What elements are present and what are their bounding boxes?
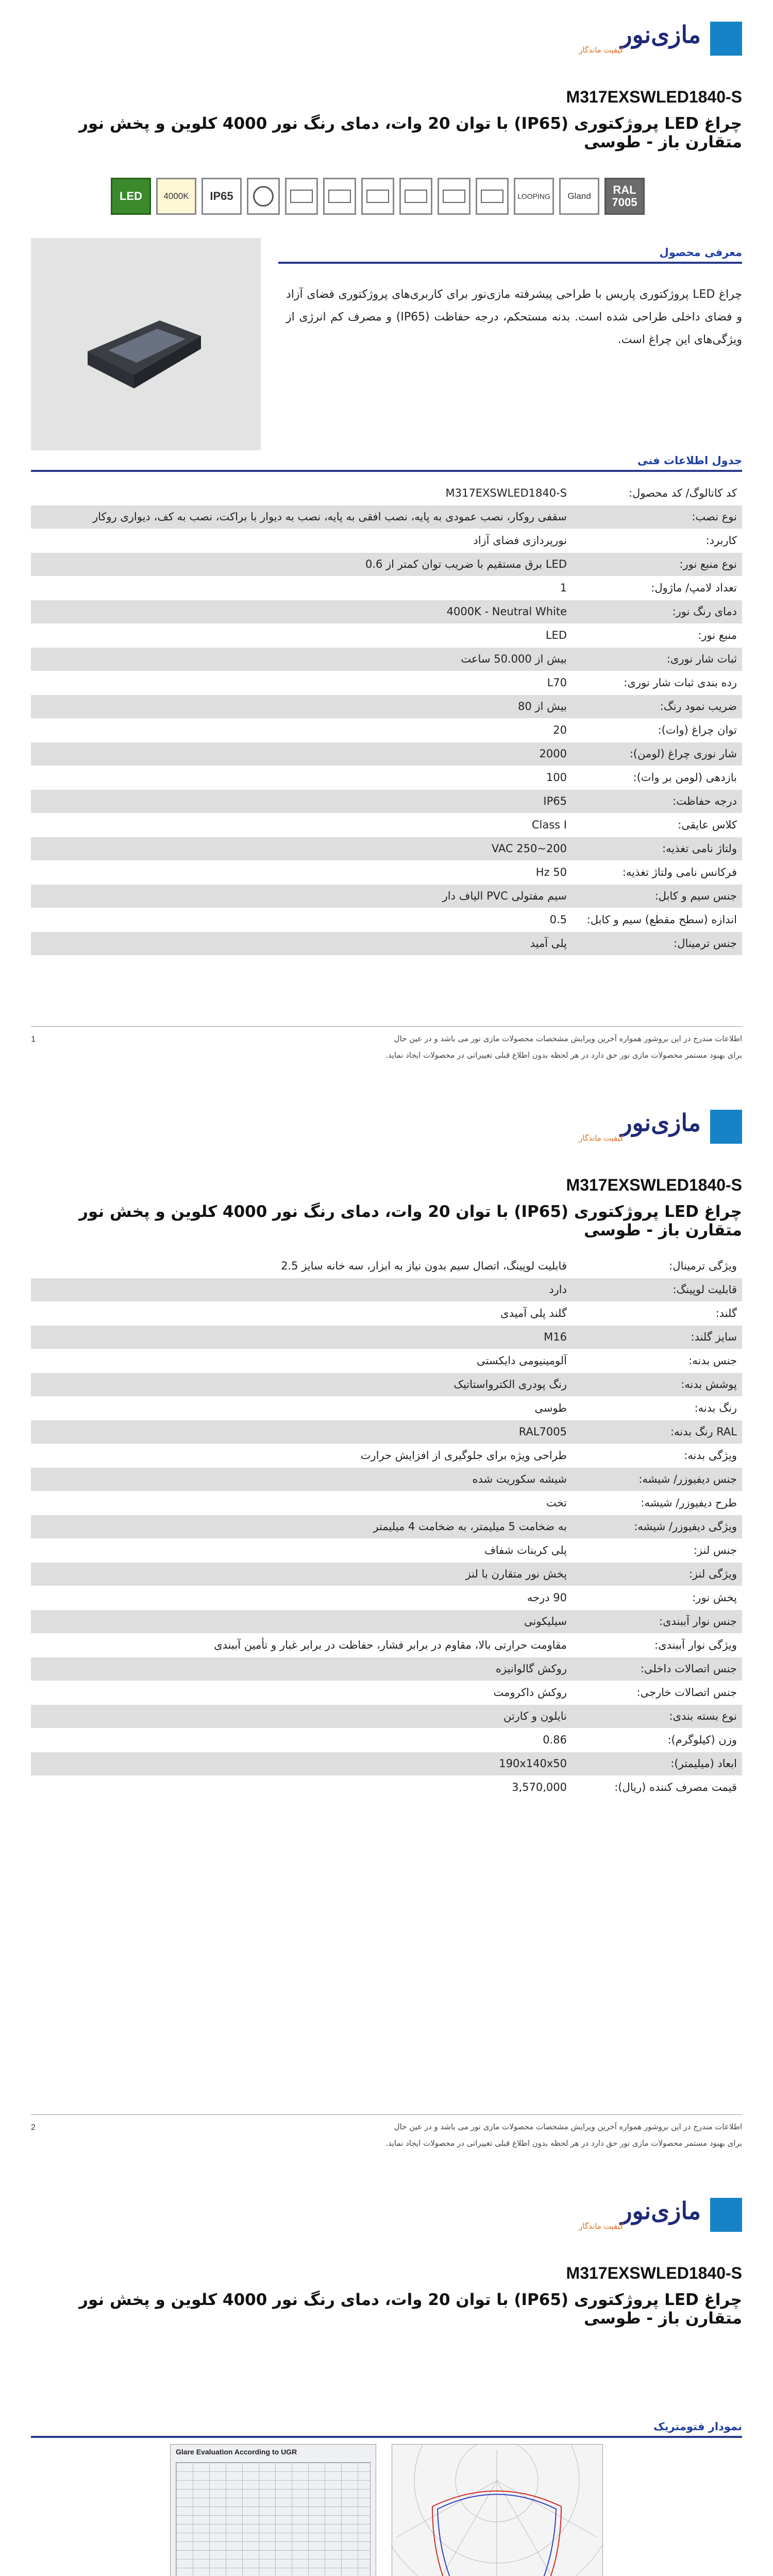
spec-value: M16 <box>31 1325 572 1349</box>
spec-value: آلومینیومی دایکستی <box>31 1349 572 1372</box>
spec-row <box>31 1752 742 1775</box>
spec-value: 1 <box>31 576 572 600</box>
spec-value: L70 <box>31 671 572 694</box>
header <box>31 2197 742 2233</box>
header <box>31 21 742 57</box>
spec-key: گلند: <box>572 1301 742 1325</box>
product-title: چراغ LED پروژکتوری (IP65) با توان 20 وات، دمای رنگ نور 4000 کلوین و پخش نور متقارن باز - طوسی <box>79 114 742 151</box>
spec-value: 0.86 <box>31 1728 572 1752</box>
page-number: 1 <box>31 1035 36 1044</box>
spec-row <box>31 647 742 671</box>
spec-value: M317EXSWLED1840-S <box>31 481 572 505</box>
spec-row <box>31 552 742 576</box>
spec-key: جنس بدنه: <box>572 1349 742 1372</box>
spec-value: پلی آمید <box>31 931 572 955</box>
spec-row <box>31 623 742 647</box>
mounting-icon-5 <box>438 178 470 215</box>
brand-tagline: کیفیت ماندگار <box>579 2222 624 2231</box>
spec-row <box>31 837 742 860</box>
product-title: چراغ LED پروژکتوری (IP65) با توان 20 وات، دمای رنگ نور 4000 کلوین و پخش نور متقارن باز - طوسی <box>79 1202 742 1240</box>
spec-value: LED برق مستقیم با ضریب توان کمتر از 0.6 <box>31 552 572 576</box>
spec-key: سایز گلند: <box>572 1325 742 1349</box>
spec-row <box>31 1444 742 1467</box>
product-photo <box>31 238 261 450</box>
spec-row <box>31 1633 742 1657</box>
color-temp-badge: 4000K <box>156 178 196 215</box>
spec-value: 20 <box>31 718 572 742</box>
spec-value: نایلون و کارتن <box>31 1704 572 1728</box>
product-code: M317EXSWLED1840-S <box>566 88 742 106</box>
section-photometric-title: نمودار فتومتریک <box>653 2420 742 2433</box>
spec-key: منبع نور: <box>572 623 742 647</box>
footer-note-1: اطلاعات مندرج در این بروشور همواره آخرین ویرایش مشخصات محصولات مازی نور می باشد و در عین حال <box>394 1034 742 1043</box>
spec-key: شار نوری چراغ (لومن): <box>572 742 742 766</box>
spec-row <box>31 529 742 552</box>
logo-mark-icon <box>710 22 742 56</box>
spec-row <box>31 505 742 529</box>
spec-key: طرح دیفیوزر/ شیشه: <box>572 1491 742 1515</box>
spec-key: وزن (کیلوگرم): <box>572 1728 742 1752</box>
spec-value: مقاومت حرارتی بالا، مقاوم در برابر فشار، حفاظت در برابر غبار و تأمین آببندی <box>31 1633 572 1657</box>
mounting-icon-1 <box>285 178 318 215</box>
spec-key: کاربرد: <box>572 529 742 552</box>
ip-rating-badge: IP65 <box>201 178 242 215</box>
spec-value: Class I <box>31 813 572 837</box>
footer <box>31 2114 742 2161</box>
class-i-earth-icon <box>247 178 280 215</box>
led-badge: LED <box>111 178 151 215</box>
product-title: چراغ LED پروژکتوری (IP65) با توان 20 وات، دمای رنگ نور 4000 کلوین و پخش نور متقارن باز - طوسی <box>79 2291 742 2328</box>
header <box>31 1109 742 1145</box>
spec-value: گلند پلی آمیدی <box>31 1301 572 1325</box>
spec-value: Hz 50 <box>31 860 572 884</box>
spec-row <box>31 1609 742 1633</box>
spec-value: 90 درجه <box>31 1586 572 1609</box>
page-2 <box>0 1088 773 2176</box>
brand-tagline: کیفیت ماندگار <box>579 1133 624 1143</box>
footer-note-1: اطلاعات مندرج در این بروشور همواره آخرین ویرایش مشخصات محصولات مازی نور می باشد و در عین حال <box>394 2122 742 2131</box>
spec-row <box>31 1372 742 1396</box>
spec-key: RAL رنگ بدنه: <box>572 1420 742 1444</box>
brand-tagline: کیفیت ماندگار <box>579 45 624 55</box>
spec-value: روکش داکرومت <box>31 1681 572 1704</box>
brand-name: مازی‌نور <box>620 21 701 48</box>
spec-key: نوع بسته بندی: <box>572 1704 742 1728</box>
spec-key: نوع نصب: <box>572 505 742 529</box>
spec-key: پوشش بدنه: <box>572 1372 742 1396</box>
spec-value: به ضخامت 5 میلیمتر، به ضخامت 4 میلیمتر <box>31 1515 572 1538</box>
spec-value: VAC 250~200 <box>31 837 572 860</box>
spec-row <box>31 1775 742 1799</box>
spec-row <box>31 1491 742 1515</box>
section-intro <box>278 246 742 264</box>
spec-value: روکش گالوانیزه <box>31 1657 572 1681</box>
spec-value: قابلیت لوپینگ، اتصال سیم بدون نیاز به ابزار، سه خانه سایز 2.5 <box>31 1254 572 1278</box>
spec-value: تخت <box>31 1491 572 1515</box>
spec-row <box>31 576 742 600</box>
spec-row <box>31 1657 742 1681</box>
spec-row <box>31 1301 742 1325</box>
spec-key: قیمت مصرف کننده (ریال): <box>572 1775 742 1799</box>
spec-key: دمای رنگ نور: <box>572 600 742 623</box>
spec-row <box>31 1562 742 1586</box>
spec-key: جنس ترمینال: <box>572 931 742 955</box>
spec-value: سقفی روکار، نصب عمودی به پایه، نصب افقی به پایه، نصب به دیوار با براکت، نصب به کف، دیواری روکار <box>31 505 572 529</box>
spec-row <box>31 1325 742 1349</box>
spec-value: بیش از 50.000 ساعت <box>31 647 572 671</box>
ral-badge: RAL 7005 <box>604 178 645 215</box>
mounting-icon-3 <box>361 178 394 215</box>
spec-table-2 <box>31 1254 742 1800</box>
spec-row <box>31 813 742 837</box>
spec-value: شیشه سکوریت شده <box>31 1467 572 1491</box>
spec-key: بازدهی (لومن بر وات): <box>572 766 742 789</box>
spec-key: ابعاد (میلیمتر): <box>572 1752 742 1775</box>
page-3 <box>0 2176 773 2576</box>
footer-note-2: برای بهبود مستمر محصولات مازی نور حق دارد در هر لحظه بدون اطلاع قبلی تغییراتی در محصولات ایجاد نماید. <box>385 2139 742 2148</box>
section-intro-title: معرفی محصول <box>659 246 742 259</box>
spec-row <box>31 1728 742 1752</box>
section-photometric <box>31 2420 742 2438</box>
spec-row <box>31 1254 742 1278</box>
spec-row <box>31 1704 742 1728</box>
spec-key: قابلیت لوپینگ: <box>572 1278 742 1301</box>
spec-key: کد کاتالوگ/ کد محصول: <box>572 481 742 505</box>
spec-value: IP65 <box>31 789 572 813</box>
spec-key: جنس دیفیوزر/ شیشه: <box>572 1467 742 1491</box>
spec-value: نورپردازی فضای آزاد <box>31 529 572 552</box>
spec-value: پخش نور متقارن با لنز <box>31 1562 572 1586</box>
spec-key: ولتاژ نامی تغذیه: <box>572 837 742 860</box>
spec-row <box>31 1349 742 1372</box>
spec-key: ویژگی نوار آببندی: <box>572 1633 742 1657</box>
mounting-icon-6 <box>476 178 509 215</box>
brand-name: مازی‌نور <box>620 1109 701 1137</box>
product-code: M317EXSWLED1840-S <box>566 1176 742 1194</box>
spec-key: جنس سیم و کابل: <box>572 884 742 908</box>
spec-key: فرکانس نامی ولتاژ تغذیه: <box>572 860 742 884</box>
spec-key: ویژگی بدنه: <box>572 1444 742 1467</box>
spec-value: طراحی ویژه برای جلوگیری از افزایش حرارت <box>31 1444 572 1467</box>
feature-icons <box>111 176 742 216</box>
spec-row <box>31 1420 742 1444</box>
spec-table-1 <box>31 481 742 956</box>
spec-value: سیلیکونی <box>31 1609 572 1633</box>
product-code: M317EXSWLED1840-S <box>566 2264 742 2282</box>
spec-row <box>31 908 742 931</box>
spec-row <box>31 860 742 884</box>
spec-key: جنس نوار آببندی: <box>572 1609 742 1633</box>
mounting-icon-2 <box>323 178 356 215</box>
spec-value: پلی کربنات شفاف <box>31 1538 572 1562</box>
footer <box>31 1026 742 1073</box>
spec-value: 190x140x50 <box>31 1752 572 1775</box>
brand-logo <box>579 1109 742 1145</box>
logo-mark-icon <box>710 2198 742 2232</box>
spec-row <box>31 694 742 718</box>
spec-row <box>31 1586 742 1609</box>
spec-row <box>31 789 742 813</box>
spec-key: ویژگی دیفیوزر/ شیشه: <box>572 1515 742 1538</box>
brand-name: مازی‌نور <box>620 2197 701 2225</box>
spec-value: طوسی <box>31 1396 572 1420</box>
spec-row <box>31 884 742 908</box>
spec-key: جنس اتصالات داخلی: <box>572 1657 742 1681</box>
spec-value: دارد <box>31 1278 572 1301</box>
spec-row <box>31 742 742 766</box>
brand-logo <box>579 2197 742 2233</box>
spec-row <box>31 481 742 505</box>
spec-value: سیم مفتولی PVC الیاف دار <box>31 884 572 908</box>
spec-value: 3,570,000 <box>31 1775 572 1799</box>
looping-badge: LOOPING <box>514 178 554 215</box>
section-spec-title: جدول اطلاعات فنی <box>637 454 742 467</box>
spec-key: ثبات شار نوری: <box>572 647 742 671</box>
spec-key: ویژگی ترمینال: <box>572 1254 742 1278</box>
spec-row <box>31 1278 742 1301</box>
page-number: 2 <box>31 2123 36 2132</box>
spec-key: رنگ بدنه: <box>572 1396 742 1420</box>
spec-value: 4000K - Neutral White <box>31 600 572 623</box>
spec-key: کلاس عایقی: <box>572 813 742 837</box>
spec-row <box>31 766 742 789</box>
glare-table-title: Glare Evaluation According to UGR <box>176 2448 297 2456</box>
spec-row <box>31 1467 742 1491</box>
spec-key: ضریب نمود رنگ: <box>572 694 742 718</box>
footer-note-2: برای بهبود مستمر محصولات مازی نور حق دارد در هر لحظه بدون اطلاع قبلی تغییراتی در محصولات ایجاد نماید. <box>385 1050 742 1060</box>
polar-diagram <box>392 2444 603 2576</box>
spec-value: رنگ پودری الکترواستاتیک <box>31 1372 572 1396</box>
spec-key: درجه حفاظت: <box>572 789 742 813</box>
intro-text: چراغ LED پروژکتوری پاریس با طراحی پیشرفته مازی‌نور برای کاربری‌های پروژکتوری فضای آزاد و فضای داخلی طراحی شده است. بدنه مستحکم، درجه حفاظت (IP65) و مصرف کم انرژی از ویژگی‌های این چراغ است. <box>286 288 742 346</box>
spec-key: نوع منبع نور: <box>572 552 742 576</box>
spec-key: پخش نور: <box>572 1586 742 1609</box>
mounting-icon-4 <box>399 178 432 215</box>
glare-table-grid <box>176 2462 371 2576</box>
spec-row <box>31 1538 742 1562</box>
page-1 <box>0 0 773 1088</box>
spec-key: توان چراغ (وات): <box>572 718 742 742</box>
brand-logo <box>579 21 742 57</box>
gland-badge: Gland <box>559 178 599 215</box>
spec-row <box>31 671 742 694</box>
spec-value: 2000 <box>31 742 572 766</box>
spec-value: RAL7005 <box>31 1420 572 1444</box>
spec-value: LED <box>31 623 572 647</box>
section-spec <box>31 454 742 472</box>
spec-key: اندازه (سطح مقطع) سیم و کابل: <box>572 908 742 931</box>
spec-row <box>31 1515 742 1538</box>
spec-row <box>31 718 742 742</box>
spec-key: تعداد لامپ/ ماژول: <box>572 576 742 600</box>
logo-mark-icon <box>710 1110 742 1144</box>
spec-value: بیش از 80 <box>31 694 572 718</box>
spec-key: جنس لنز: <box>572 1538 742 1562</box>
spec-key: رده بندی ثبات شار نوری: <box>572 671 742 694</box>
spec-value: 0.5 <box>31 908 572 931</box>
glare-ugr-table <box>170 2444 376 2576</box>
spec-row <box>31 1681 742 1704</box>
spec-key: جنس اتصالات خارجی: <box>572 1681 742 1704</box>
spec-row <box>31 600 742 623</box>
spec-key: ویژگی لنز: <box>572 1562 742 1586</box>
spec-row <box>31 1396 742 1420</box>
spec-value: 100 <box>31 766 572 789</box>
spec-row <box>31 931 742 955</box>
